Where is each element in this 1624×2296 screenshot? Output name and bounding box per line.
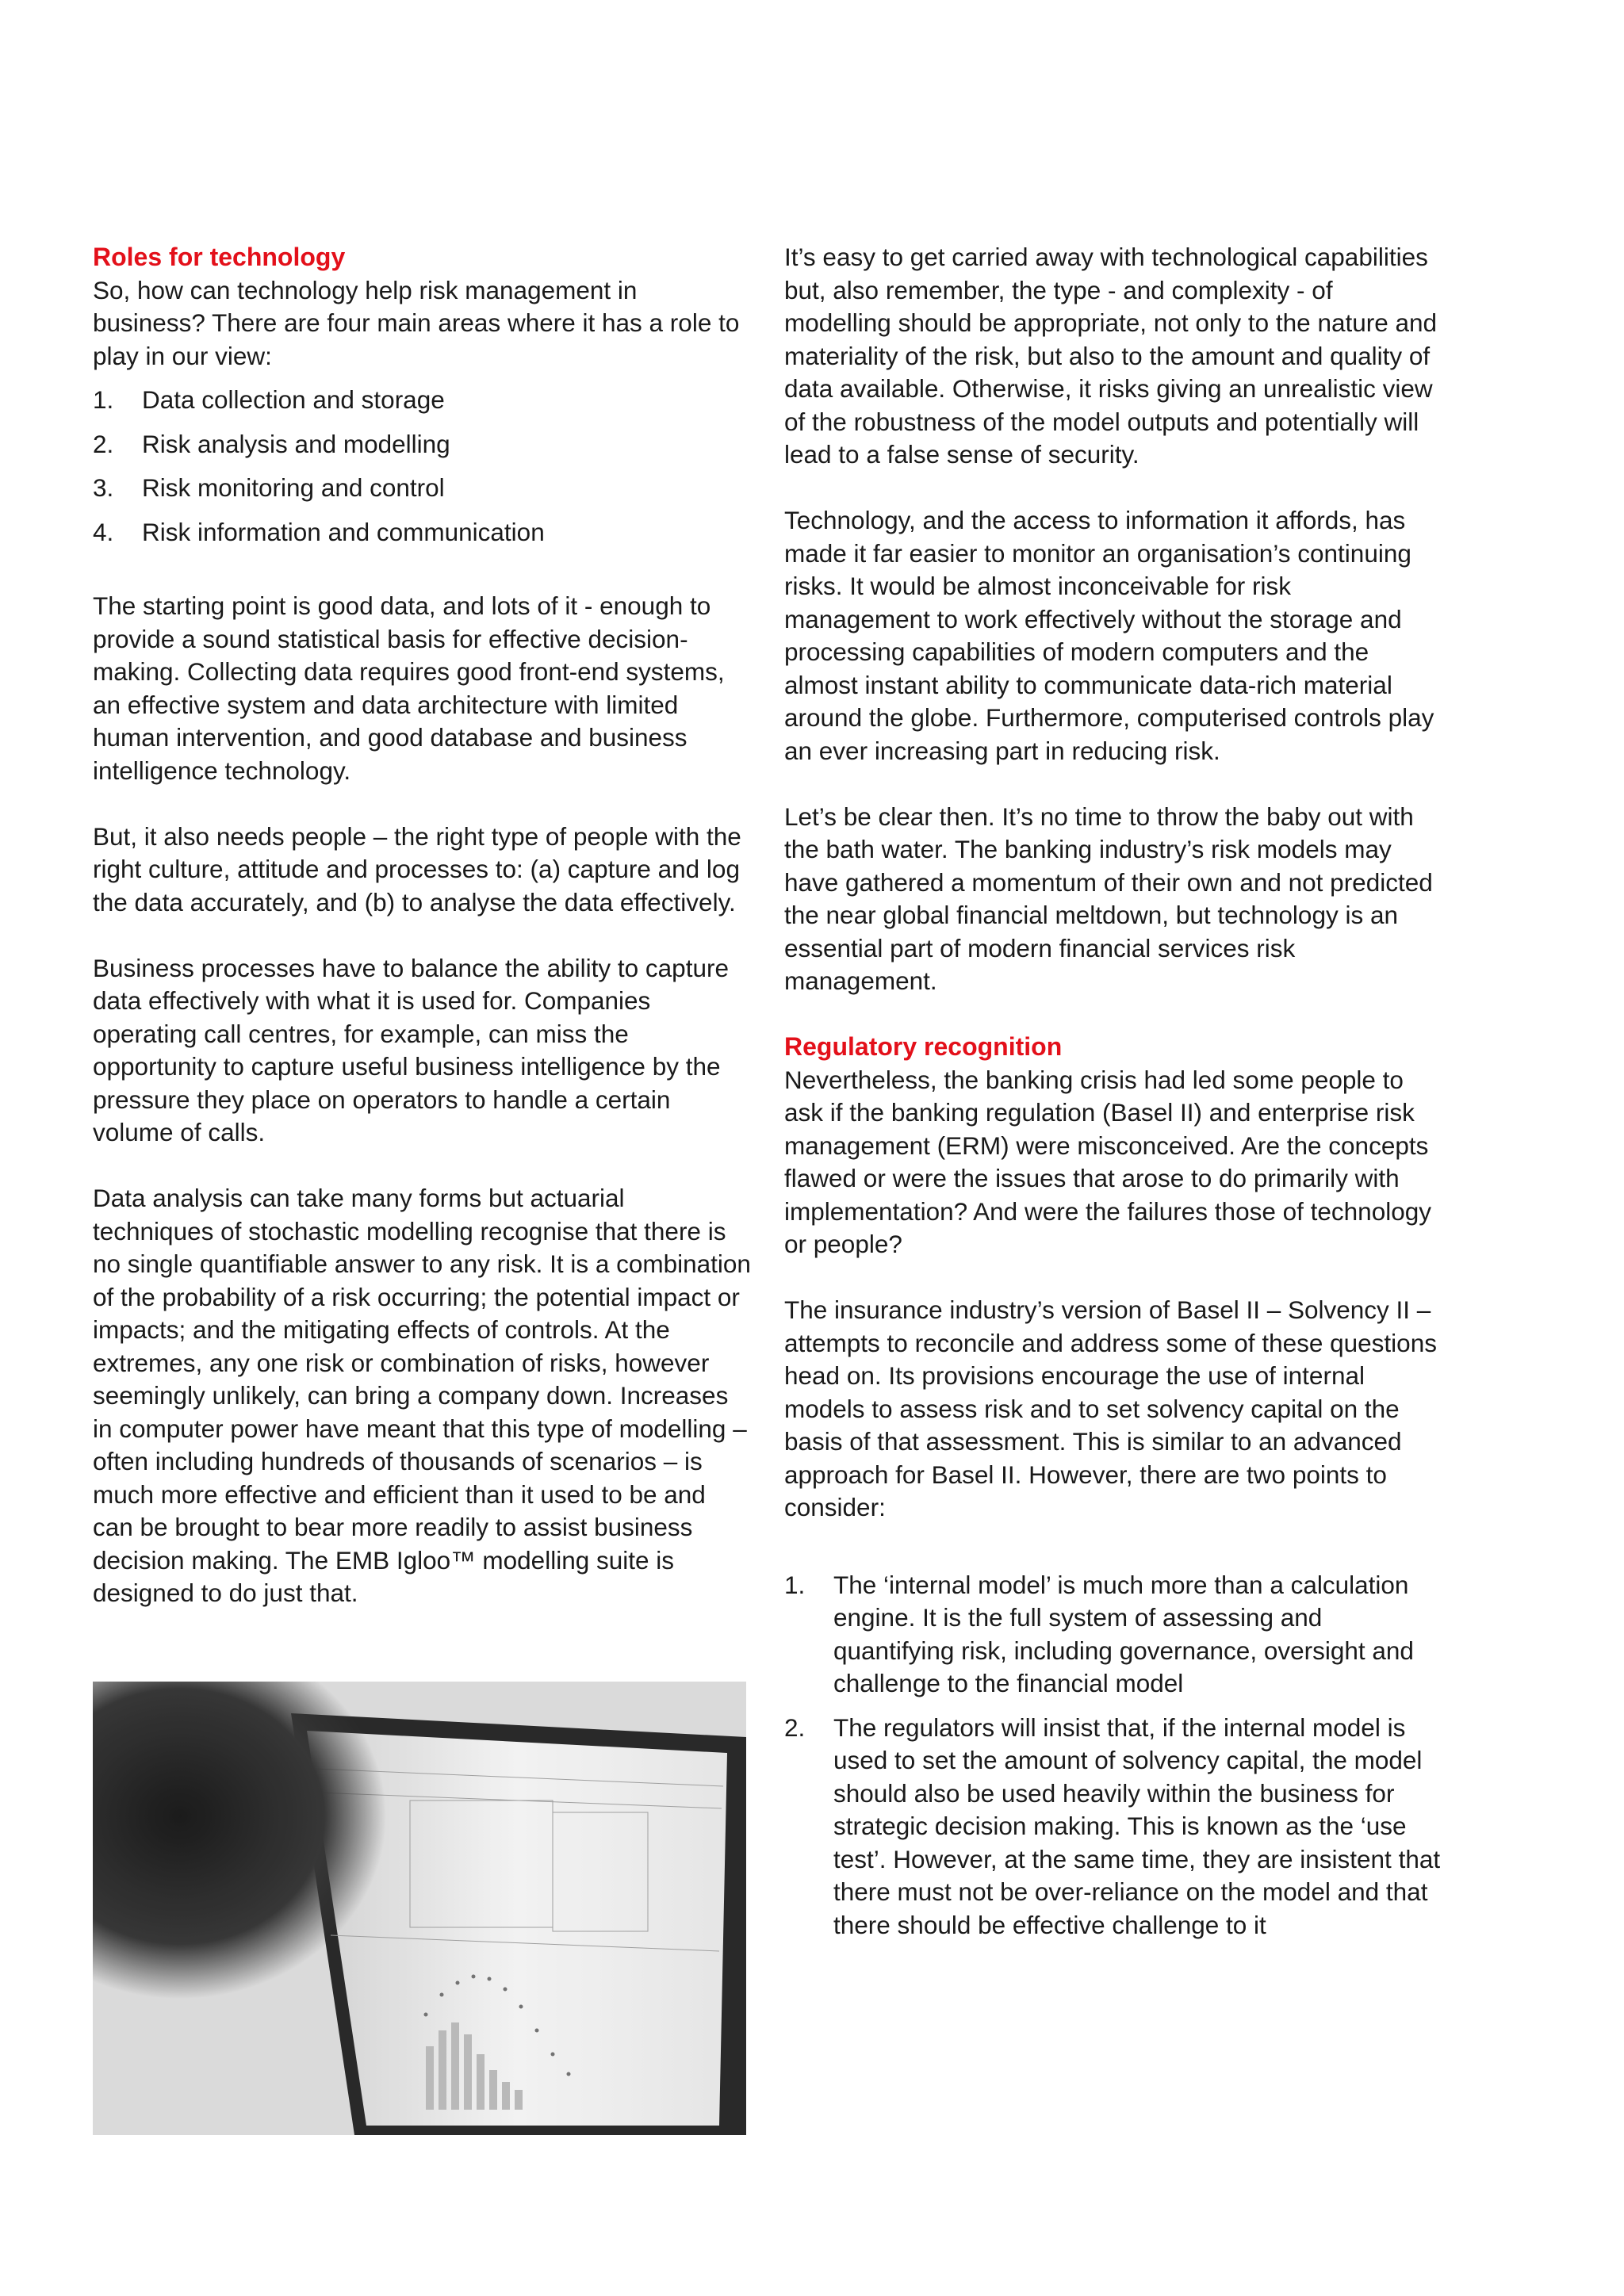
paragraph-be-clear: Let’s be clear then. It’s no time to throw the baby out with the bath water. The banking industry’s risk models may have gathered a momentum of their own and not predicted the near global financial meltdown, but technology is an essential part of modern financial services risk management.: [784, 802, 1433, 995]
list-text: Risk monitoring and control: [142, 473, 445, 502]
list-number: 1.: [93, 385, 114, 414]
list-item: [93, 472, 751, 505]
intro-paragraph: So, how can technology help risk management in business? There are four main areas where it has a role to play in our view:: [93, 275, 740, 370]
list-text: The regulators will insist that, if the internal model is used to set the amount of solvency capital, the model should also be used heavily within the business for strategic decision making. This is known as the ‘use test’. However, at the same time, they are insistent that there must not be over-reliance on the model and that there should be effective challenge to it: [833, 1712, 1441, 1939]
paragraph-business-processes: Business processes have to balance the ability to capture data effectively with what it is used for. Companies operating call centres, for example, can miss the opportunity to capture useful business intelligence by the pressure they place on operators to handle a certain volume of calls.: [93, 953, 729, 1146]
section-heading-regulatory: Regulatory recognition: [784, 1032, 1063, 1061]
list-text: Risk analysis and modelling: [142, 429, 450, 458]
computer-screen-photo: [93, 1682, 746, 2135]
paragraph-access-to-information: Technology, and the access to information it affords, has made it far easier to monitor an organisation’s continuing risks. It would be almost inconceivable for risk management to work effectively without the storage and processing capabilities of modern computers and the almost instant ability to communicate data-rich material around the globe. Furthermore, computerised controls play an ever increasing part in reducing risk.: [784, 506, 1434, 765]
paragraph-technological-capabilities: It’s easy to get carried away with technological capabilities but, also remember, the type - and complexity - of modelling should be appropriate, not only to the nature and materiality of the risk, but also to the amount and quality of data available. Otherwise, it risks giving an unrealistic view of the robustness of the model outputs and potentially will lead to a false sense of security.: [784, 243, 1438, 469]
points-list: [784, 1569, 1442, 1942]
list-item: [784, 1712, 1442, 1942]
left-column: [93, 241, 751, 1610]
list-item: [93, 516, 751, 549]
list-number: 2.: [784, 1712, 806, 1742]
paragraph-data-analysis: Data analysis can take many forms but actuarial techniques of stochastic modelling recognise that there is no single quantifiable answer to any risk. It is a combination of the probability of a risk occurring; the potential impact or impacts; and the mitigating effects of controls. At the extremes, any one risk or combination of risks, however seemingly unlikely, can bring a company down. Increases in computer power have meant that this type of modelling – often including hundreds of thousands of scenarios – is much more effective and efficient than it used to be and can be brought to bear more readily to assist business decision making. The EMB Igloo™ modelling suite is designed to do just that.: [93, 1184, 751, 1607]
list-text: The ‘internal model’ is much more than a calculation engine. It is the full system of assessing and quantifying risk, including governance, oversight and challenge to the financial model: [833, 1570, 1414, 1697]
list-item: [784, 1569, 1442, 1701]
list-text: Risk information and communication: [142, 517, 545, 546]
paragraph-good-data: The starting point is good data, and lots of it - enough to provide a sound statistical basis for effective decision-making. Collecting data requires good front-end systems, an effective system and data architecture with limited human intervention, and good database and business intelligence technology.: [93, 591, 725, 785]
paragraph-banking-crisis: Nevertheless, the banking crisis had led some people to ask if the banking regulation (Basel II) and enterprise risk management (ERM) were misconceived. Are the concepts flawed or were the issues that arose to do primarily with implementation? And were the failures those of technology or people?: [784, 1065, 1432, 1258]
paragraph-solvency-ii: The insurance industry’s version of Basel II – Solvency II – attempts to reconcile and address some of these questions head on. Its provisions encourage the use of internal models to assess risk and to set solvency capital on the basis of that assessment. This is similar to an advanced approach for Basel II. However, there are two points to consider:: [784, 1295, 1437, 1521]
list-number: 2.: [93, 429, 114, 458]
list-item: [93, 384, 751, 417]
paragraph-people: But, it also needs people – the right type of people with the right culture, attitude and processes to: (a) capture and log the data accurately, and (b) to analyse the data effectively.: [93, 821, 741, 916]
section-heading-roles: Roles for technology: [93, 243, 346, 271]
list-text: Data collection and storage: [142, 385, 445, 414]
roles-list: [93, 384, 751, 549]
list-item: [93, 428, 751, 461]
list-number: 1.: [784, 1570, 806, 1599]
right-column: [784, 241, 1442, 1942]
list-number: 3.: [93, 473, 114, 502]
list-number: 4.: [93, 517, 114, 546]
